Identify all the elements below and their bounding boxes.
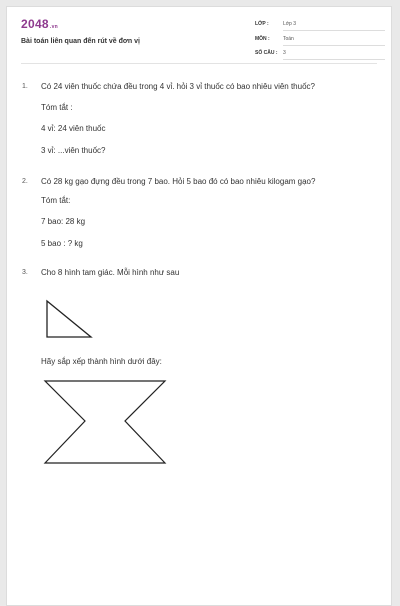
summary-heading: Tóm tắt : [41, 103, 73, 112]
header-divider [21, 63, 377, 64]
summary-line: 7 bao: 28 kg [41, 217, 86, 226]
question-text: Cho 8 hình tam giác. Mỗi hình như sau [41, 268, 180, 277]
meta-subject [255, 34, 385, 46]
summary-line: 4 vỉ: 24 viên thuốc [41, 124, 106, 133]
question-number: 1. [22, 83, 28, 90]
summary-line: 5 bao : ? kg [41, 239, 83, 248]
hourglass-outline [45, 381, 165, 463]
meta-value: Toán [283, 36, 294, 42]
question-text: Có 28 kg gạo đựng đều trong 7 bao. Hỏi 5 bao đó có bao nhiêu kilogam gạo? [41, 177, 316, 186]
instruction-text: Hãy sắp xếp thành hình dưới đây: [41, 357, 162, 366]
meta-label: LỚP : [255, 21, 269, 27]
meta-value: Lớp 3 [283, 21, 297, 27]
summary-line: 3 vỉ: ...viên thuốc? [41, 146, 106, 155]
site-logo[interactable] [21, 17, 58, 31]
meta-label: SỐ CÂU : [255, 50, 278, 56]
logo-tld: .vn [49, 24, 59, 30]
worksheet-page [6, 6, 392, 606]
summary-heading: Tóm tắt: [41, 196, 71, 205]
triangle-shape [47, 301, 91, 337]
question-text: Có 24 viên thuốc chứa đều trong 4 vỉ. hỏi 3 vỉ thuốc có bao nhiêu viên thuốc? [41, 82, 315, 91]
hourglass-figure [41, 377, 171, 467]
meta-class [255, 19, 385, 31]
worksheet-title: Bài toán liên quan đến rút về đơn vị [21, 38, 140, 45]
meta-question-count [255, 48, 385, 60]
meta-label: MÔN : [255, 36, 270, 42]
triangle-figure [43, 297, 103, 342]
question-number: 2. [22, 178, 28, 185]
logo-text: 2048 [21, 17, 49, 31]
meta-value: 3 [283, 50, 286, 56]
question-number: 3. [22, 269, 28, 276]
